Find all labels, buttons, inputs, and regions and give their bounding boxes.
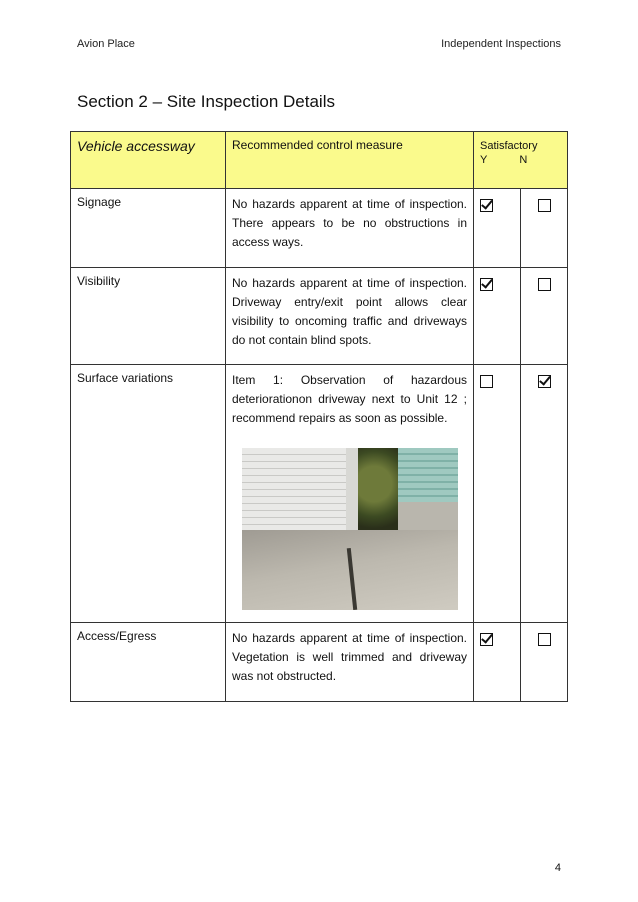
item-number-label: Item 1: [232, 373, 284, 387]
row-measure-cell [226, 365, 474, 623]
header-left: Avion Place [77, 38, 135, 50]
row-item: Surface variations [71, 365, 226, 623]
inspection-table [70, 131, 568, 702]
column-header-satisfactory [474, 132, 568, 189]
checkbox-checked-icon[interactable] [480, 278, 493, 291]
checkbox-empty-icon[interactable] [538, 278, 551, 291]
checkbox-empty-icon[interactable] [480, 375, 493, 388]
cell-n [521, 189, 568, 268]
row-item: Signage [71, 189, 226, 268]
garage-door [242, 448, 346, 534]
row-measure: No hazards apparent at time of inspection. Vegetation is well trimmed and driveway was not obstructed. [226, 623, 474, 702]
table-row [71, 268, 568, 365]
wall-pillar [346, 448, 358, 534]
cell-n [521, 268, 568, 365]
checkbox-empty-icon[interactable] [538, 633, 551, 646]
column-header-measure: Recommended control measure [226, 132, 474, 189]
checkbox-checked-icon[interactable] [480, 633, 493, 646]
cell-y [474, 365, 521, 623]
row-item: Visibility [71, 268, 226, 365]
checkbox-empty-icon[interactable] [538, 199, 551, 212]
checkbox-checked-icon[interactable] [538, 375, 551, 388]
page-number: 4 [554, 862, 561, 874]
row-measure: No hazards apparent at time of inspection. There appears to be no obstructions in access ways. [226, 189, 474, 268]
cell-y [474, 623, 521, 702]
header-right: Independent Inspections [441, 38, 561, 50]
column-y-label: Y [480, 154, 488, 166]
checkbox-checked-icon[interactable] [480, 199, 493, 212]
driveway-photo [242, 448, 458, 610]
table-row [71, 365, 568, 623]
table-header-row [71, 132, 568, 189]
row-item: Access/Egress [71, 623, 226, 702]
satisfactory-label: Satisfactory [480, 140, 538, 152]
column-header-title: Vehicle accessway [71, 132, 226, 189]
cell-y [474, 189, 521, 268]
table-row [71, 623, 568, 702]
shrub [358, 448, 398, 538]
table-row [71, 189, 568, 268]
row-measure: No hazards apparent at time of inspection. Driveway entry/exit point allows clear visibility to oncoming traffic and driveways do not contain blind spots. [226, 268, 474, 365]
fence [398, 448, 458, 502]
cell-n [521, 623, 568, 702]
column-n-label: N [519, 154, 528, 166]
section-title: Section 2 – Site Inspection Details [77, 92, 335, 111]
cell-y [474, 268, 521, 365]
cell-n [521, 365, 568, 623]
row-measure: Observation of hazardous deteriorationon driveway next to Unit 12 ; recommend repairs as soon as possible. [232, 373, 467, 425]
